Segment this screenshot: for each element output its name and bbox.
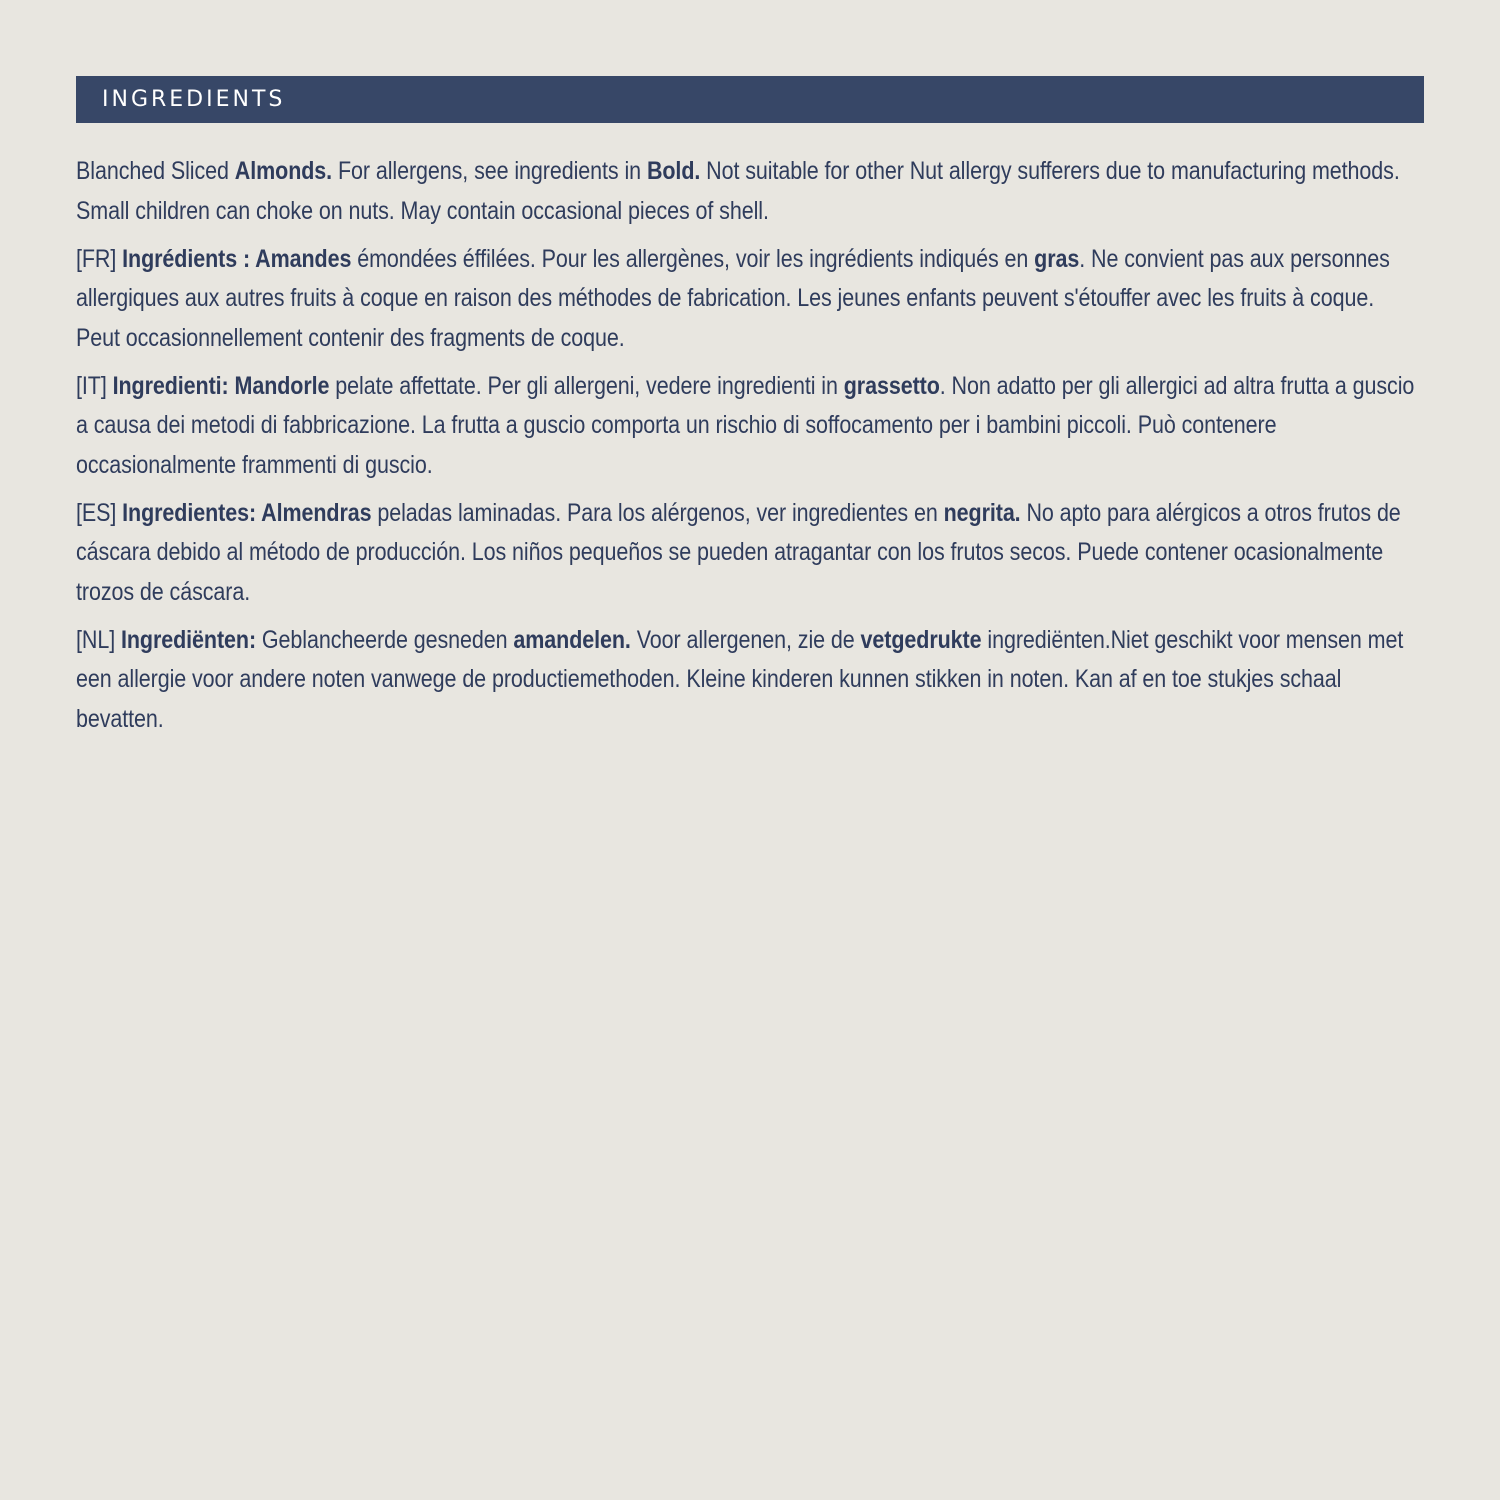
text-segment: ingrediënten.Niet geschikt voor mensen met een allergie voor andere noten vanwege de productiemethoden. Kleine kinderen kunnen stikken in noten. Kan af en toe stukjes schaal bevatten. (76, 625, 1404, 733)
language-tag: [ES] (76, 498, 123, 527)
bold-segment: Ingredientes: Almendras (122, 498, 372, 527)
bold-segment: Ingrediënten: (120, 625, 257, 654)
text-segment: Voor allergenen, zie de (630, 625, 861, 654)
text-segment: Geblancheerde gesneden (256, 625, 514, 654)
paragraph-nl (76, 621, 1424, 740)
language-tag: [IT] (76, 371, 113, 400)
paragraph-es (76, 494, 1424, 613)
ingredients-title: INGREDIENTS (102, 87, 286, 112)
paragraph-fr (76, 240, 1424, 359)
bold-segment: vetgedrukte (860, 625, 982, 654)
text-segment: . Non adatto per gli allergici ad altra frutta a guscio a causa dei metodi di fabbricazione. La frutta a guscio comporta un rischio di soffocamento per i bambini piccoli. Può contenere occasionalmente frammenti di guscio. (76, 371, 1415, 479)
text-segment: Not suitable for other Nut allergy sufferers due to manufacturing methods. Small children can choke on nuts. May contain occasional pieces of shell. (76, 157, 1400, 225)
text-segment: Blanched Sliced (76, 157, 235, 185)
ingredients-content (76, 152, 1424, 748)
language-tag: [FR] (76, 244, 123, 273)
bold-segment: negrita. (943, 498, 1021, 527)
bold-segment: Almonds. (234, 157, 333, 185)
text-segment: pelate affettate. Per gli allergeni, vedere ingredienti in (329, 371, 844, 400)
text-segment: peladas laminadas. Para los alérgenos, ver ingredientes en (371, 498, 944, 527)
text-segment: For allergens, see ingredients in (332, 157, 647, 185)
paragraph-it (76, 367, 1424, 486)
language-tag: [NL] (76, 625, 121, 654)
text-segment: No apto para alérgicos a otros frutos de cáscara debido al método de producción. Los niños pequeños se pueden atragantar con los frutos secos. Puede contener ocasionalmente trozos de cáscara. (76, 498, 1401, 606)
bold-segment: Bold. (646, 157, 701, 185)
ingredients-header-bar (76, 76, 1424, 123)
bold-segment: gras (1034, 244, 1080, 273)
bold-segment: Ingrédients : Amandes (122, 244, 352, 273)
bold-segment: Ingredienti: Mandorle (112, 371, 330, 400)
text-segment: émondées éffilées. Pour les allergènes, voir les ingrédients indiqués en (351, 244, 1035, 273)
paragraph-en (76, 152, 1424, 231)
bold-segment: amandelen. (513, 625, 631, 654)
bold-segment: grassetto (843, 371, 940, 400)
text-segment: . Ne convient pas aux personnes allergiques aux autres fruits à coque en raison des méthodes de fabrication. Les jeunes enfants peuvent s'étouffer avec les fruits à coque. Peut occasionnellement contenir des fragments de coque. (76, 244, 1390, 352)
